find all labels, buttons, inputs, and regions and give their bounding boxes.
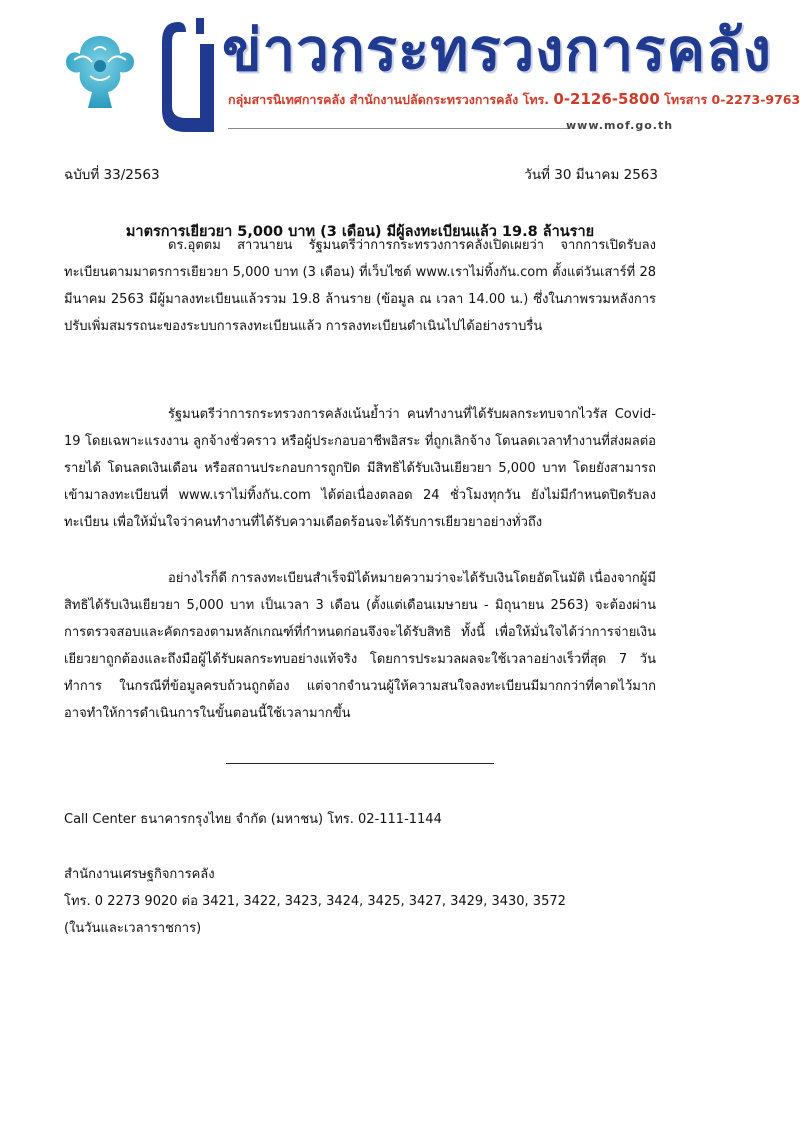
phone-label: โทร. <box>522 92 550 107</box>
section-divider <box>226 763 494 764</box>
letterhead-title: ข่าวกระทรวงการคลัง <box>222 16 772 84</box>
office-hours: (ในวันและเวลาราชการ) <box>64 921 202 936</box>
fax-label: โทรสาร <box>664 92 708 107</box>
letterhead-contact-bar <box>228 90 800 110</box>
letterhead <box>0 0 800 142</box>
office-name: สำนักงานเศรษฐกิจการคลัง <box>64 867 215 882</box>
phone-number: 0-2126-5800 <box>553 90 660 108</box>
letterhead-divider <box>228 128 568 129</box>
issue-date: วันที่ 30 มีนาคม 2563 <box>524 167 658 183</box>
paragraph-3: อย่างไรก็ดี การลงทะเบียนสำเร็จมิได้หมายความว่าจะได้รับเงินโดยอัตโนมัติ เนื่องจากผู้มีสิทธิได้รับเงินเยียวยา 5,000 บาท เป็นเวลา 3 เดือน (ตั้งแต่เดือนเมษายน - มิถุนายน 2563) จะต้องผ่านการตรวจสอบและคัดกรองตามหลักเกณฑ์ที่กำหนดก่อนจึงจะได้รับสิทธิ ทั้งนี้ เพื่อให้มั่นใจได้ว่าการจ่ายเงินเยียวยาถูกต้องและถึงมือผู้ได้รับผลกระทบอย่างแท้จริง โดยการประมวลผลจะใช้เวลาอย่างเร็วที่สุด 7 วันทำการ ในกรณีที่ข้อมูลครบถ้วนถูกต้อง แต่จากจำนวนผู้ให้ความสนใจลงทะเบียนมีมากกว่าที่คาดไว้มาก อาจทำให้การดำเนินการในขั้นตอนนี้ใช้เวลามากขึ้น <box>64 571 656 721</box>
paragraph-1: ดร.อุตตม สาวนายน รัฐมนตรีว่าการกระทรวงการคลังเปิดเผยว่า จากการเปิดรับลงทะเบียนตามมาตรการเยียวยา 5,000 บาท (3 เดือน) ที่เว็บไซต์ www.เราไม่ทิ้งกัน.com ตั้งแต่วันเสาร์ที่ 28 มีนาคม 2563 มีผู้มาลงทะเบียนแล้วรวม 19.8 ล้านราย (ข้อมูล ณ เวลา 14.00 น.) ซึ่งในภาพรวมหลังการปรับเพิ่มสมรรถนะของระบบการลงทะเบียนแล้ว การลงทะเบียนดำเนินไปได้อย่างราบรื่น <box>64 238 656 334</box>
issue-number: ฉบับที่ 33/2563 <box>64 167 160 183</box>
contact-block <box>64 861 566 942</box>
paragraph-2: รัฐมนตรีว่าการกระทรวงการคลังเน้นย้ำว่า คนทำงานที่ได้รับผลกระทบจากไวรัส Covid-19 โดยเฉพาะแรงงาน ลูกจ้างชั่วคราว หรือผู้ประกอบอาชีพอิสระ ที่ถูกเลิกจ้าง โดนลดเวลาทำงานที่ส่งผลต่อรายได้ โดนลดเงินเดือน หรือสถานประกอบการถูกปิด มีสิทธิได้รับเงินเยียวยา 5,000 บาท โดยยังสามารถเข้ามาลงทะเบียนที่ www.เราไม่ทิ้งกัน.com ได้ต่อเนื่องตลอด 24 ชั่วโมงทุกวัน ยังไม่มีกำหนดปิดรับลงทะเบียน เพื่อให้มั่นใจว่าคนทำงานที่ได้รับความเดือดร้อนจะได้รับการเยียวยาอย่างทั่วถึง <box>64 407 656 530</box>
office-phone: โทร. 0 2273 9020 ต่อ 3421, 3422, 3423, 3424, 3425, 3427, 3429, 3430, 3572 <box>64 894 566 909</box>
department-name: กลุ่มสารนิเทศการคลัง สำนักงานปลัดกระทรวงการคลัง <box>228 92 519 107</box>
ministry-emblem-icon <box>60 30 140 114</box>
call-center-info: Call Center ธนาคารกรุงไทย จำกัด (มหาชน) โทร. 02-111-1144 <box>64 812 442 827</box>
press-release-title: มาตรการเยียวยา 5,000 บาท (3 เดือน) มีผู้ลงทะเบียนแล้ว 19.8 ล้านราย <box>125 224 595 240</box>
website-url: www.mof.go.th <box>566 119 674 132</box>
fax-number: 0-2273-9763 <box>711 92 800 107</box>
title-large-letter-icon <box>158 14 216 134</box>
